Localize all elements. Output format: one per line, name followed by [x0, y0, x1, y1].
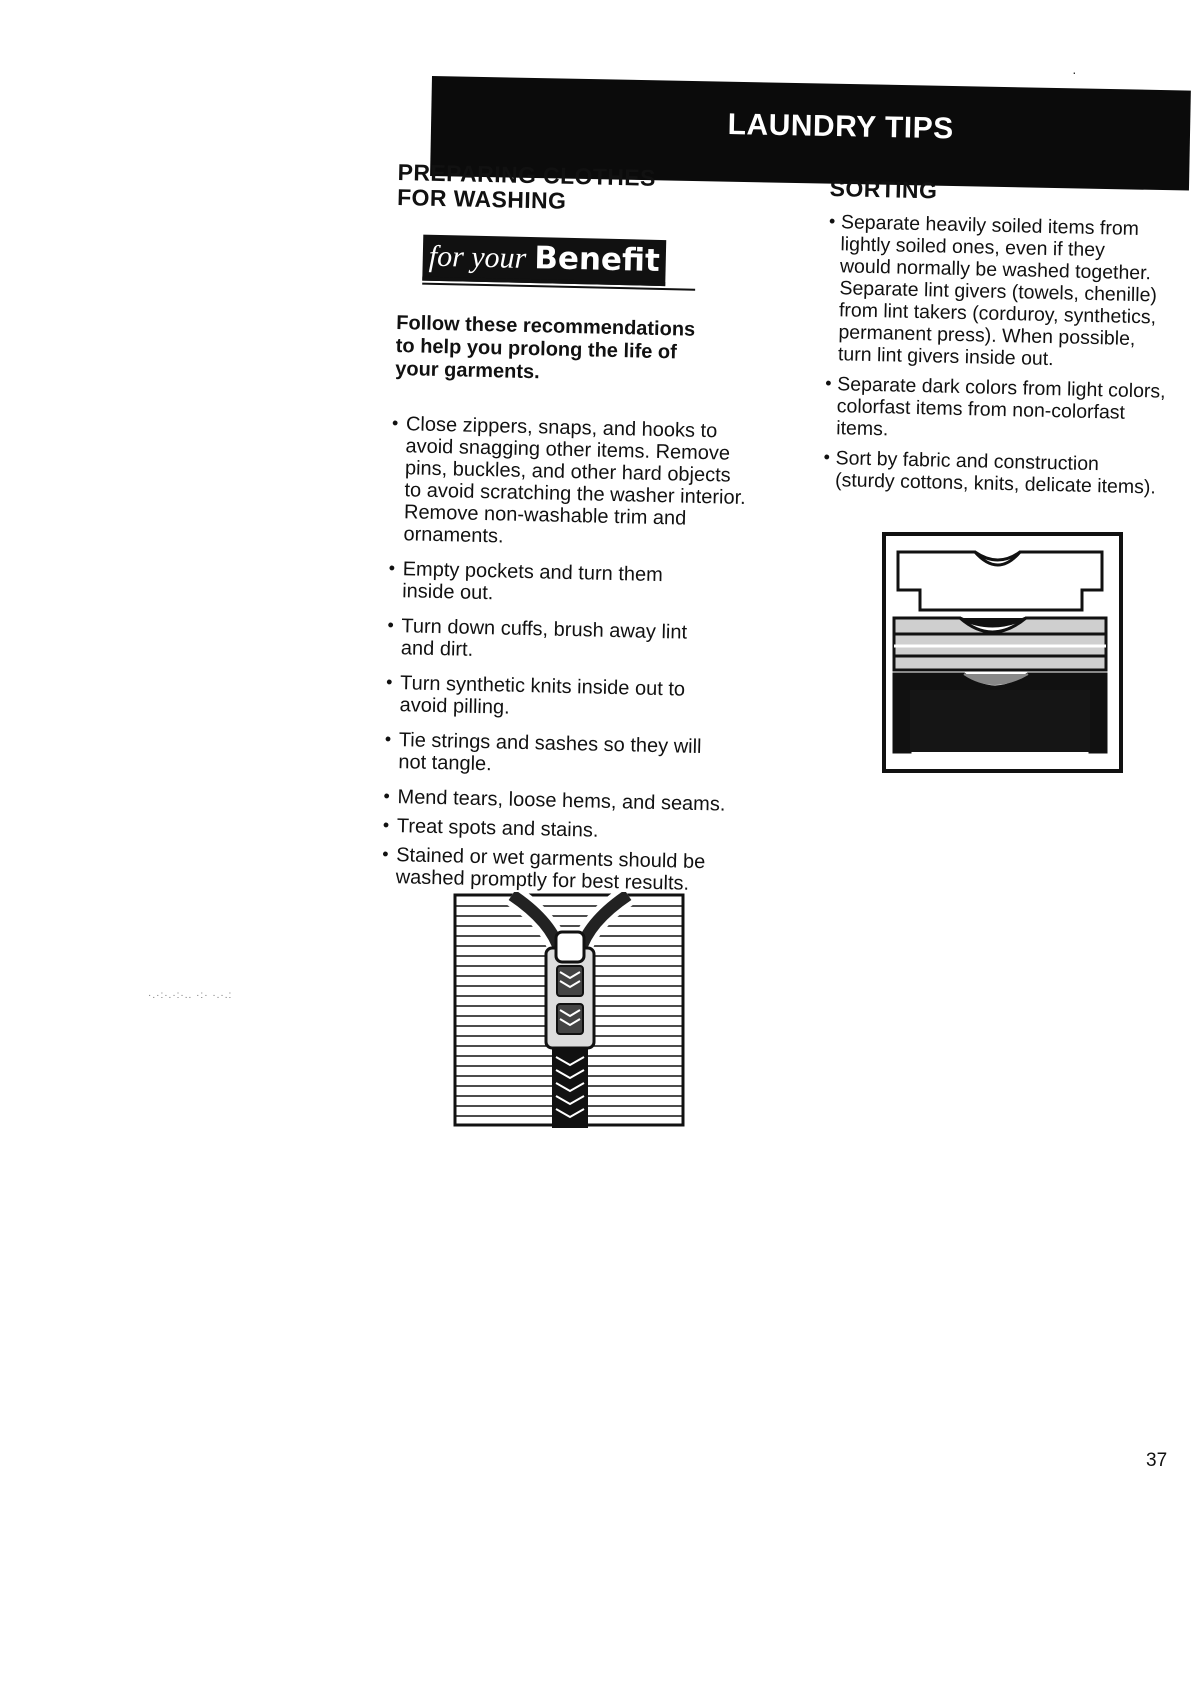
sorting-section — [823, 176, 1185, 507]
list-item: • Separate dark colors from light colors, colorfast items from non-colorfast items. — [824, 373, 1180, 447]
benefit-italic-text: for your — [428, 239, 527, 275]
zipper-illustration-icon — [452, 892, 688, 1132]
scan-mark: · — [1072, 64, 1077, 80]
list-item: • Sort by fabric and construction (sturdy cottons, knits, delicate items). — [823, 447, 1179, 499]
list-item: • Mend tears, loose hems, and seams. — [383, 786, 803, 818]
list-item: • Turn down cuffs, brush away lint and dirt. — [387, 615, 808, 669]
list-item: • Close zippers, snaps, and hooks to avoid snagging other items. Remove pins, buckles, and other hard objects to avoid scratching the washer interior. Remove non-washable trim and ornaments. — [389, 413, 812, 554]
preparing-section — [381, 160, 818, 910]
preparing-list — [381, 413, 812, 897]
list-item: • Separate heavily soiled items from lightly soiled ones, even if they would normally be washed together. Separate lint givers (towels, chenille) from lint takers (corduroy, synthetics, permanent press). When possible, turn lint givers inside out. — [826, 211, 1184, 373]
sorting-list — [823, 211, 1184, 499]
list-item: • Empty pockets and turn them inside out. — [388, 558, 809, 612]
scan-specks: ·.·:·.·:·.. ·:· ·.·.: — [148, 990, 233, 1001]
sorting-heading: SORTING — [829, 175, 938, 204]
page-title: LAUNDRY TIPS — [727, 108, 954, 146]
list-item: • Treat spots and stains. — [383, 815, 803, 847]
list-item: • Stained or wet garments should be washed promptly for best results. — [381, 844, 802, 898]
page-number: 37 — [1146, 1450, 1168, 1471]
list-item: • Turn synthetic knits inside out to avoid pilling. — [385, 672, 806, 726]
for-your-benefit-banner — [422, 235, 666, 287]
intro-text: Follow these recommendations to help you prolong the life of your garments. — [395, 312, 696, 384]
list-item: • Tie strings and sashes so they will not tangle. — [384, 729, 805, 783]
preparing-heading: PREPARING CLOTHES FOR WASHING — [396, 159, 657, 214]
benefit-bold-text: Benefit — [533, 240, 661, 279]
sorted-shirts-illustration-icon — [880, 530, 1125, 775]
